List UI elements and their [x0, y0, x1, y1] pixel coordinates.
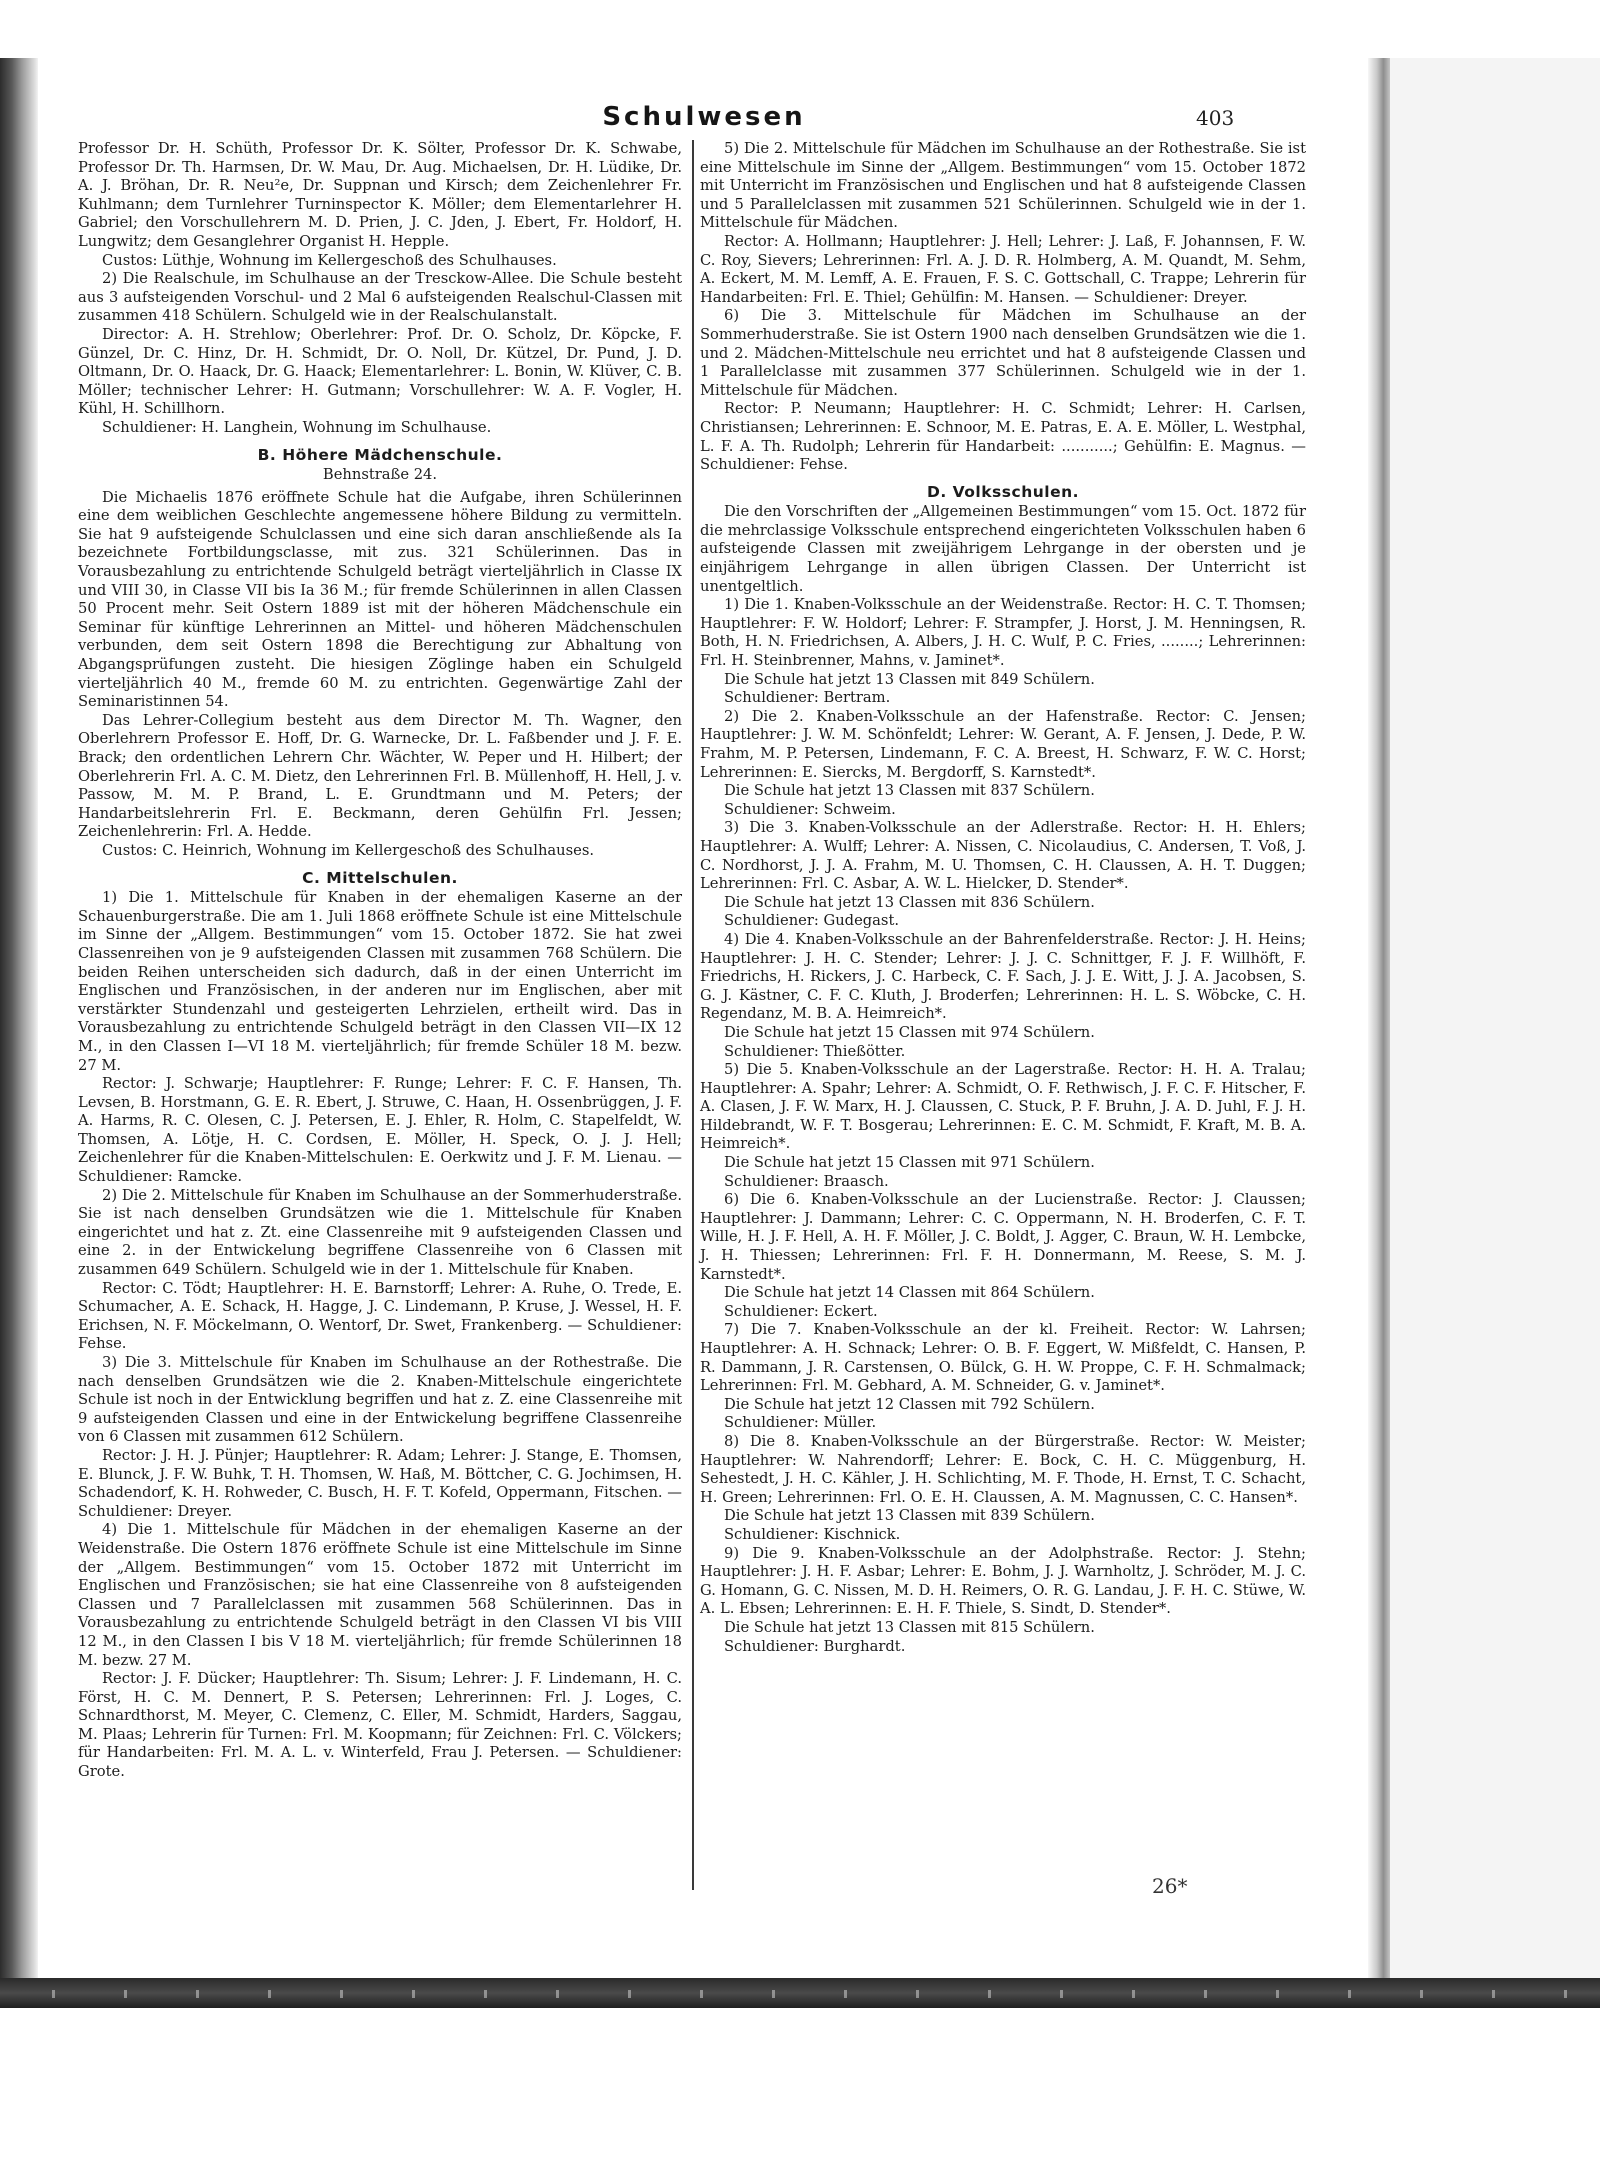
scan-right-margin: [1390, 58, 1600, 1978]
paragraph: 7) Die 7. Knaben-Volksschule an der kl. Freiheit. Rector: W. Lahrsen; Hauptlehrer: A. H. Schnack; Lehrer: O. B. F. Eggert, W. Mißfeldt, C. Hansen, P. R. Dammann, J. R. Carstensen, O. Bülck, G. H. W. Proppe, C. F. H. Schmalmack; Lehrerinnen: Frl. M. Gebhard, A. M. Schneider, G. v. Jaminet*.: [700, 1321, 1306, 1395]
paragraph: Die Schule hat jetzt 12 Classen mit 792 Schülern.: [724, 1395, 1095, 1413]
paragraph: 3) Die 3. Knaben-Volksschule an der Adlerstraße. Rector: H. H. Ehlers; Hauptlehrer: A. Wulff; Lehrer: A. Nissen, C. Nicolaudius, C. Andersen, T. Voß, J. C. Nordhorst, J. J. A. Frahm, M. U. Thomsen, C. H. Claussen, A. H. T. Duggen; Lehrerinnen: Frl. C. Asbar, A. W. L. Hielcker, D. Stender*.: [700, 819, 1306, 893]
paragraph: Professor Dr. H. Schüth, Professor Dr. K. Sölter, Professor Dr. K. Schwabe, Professor Dr. Th. Harmsen, Dr. W. Mau, Dr. Aug. Michaelsen, Dr. H. Lüdike, Dr. A. J. Bröhan, Dr. R. Neu²e, Dr. Suppnan und Kirsch; dem Zeichenlehrer Fr. Kuhlmann; dem Turnlehrer Turninspector K. Möller; dem Elementarlehrer H. Gabriel; den Vorschullehrern M. D. Prien, J. C. Jden, J. Ebert, Fr. Holdorf, H. Lungwitz; dem Gesanglehrer Organist H. Hepple.: [78, 140, 682, 250]
paragraph: Das Lehrer-Collegium besteht aus dem Director M. Th. Wagner, den Oberlehrern Professor E. Hoff, Dr. G. Warnecke, Dr. L. Faßbender und J. F. E. Brack; den ordentlichen Lehrern Chr. Wächter, W. Peper und H. Hilbert; der Oberlehrerin Frl. A. C. M. Dietz, den Lehrerinnen Frl. B. Müllenhoff, H. Hell, J. v. Passow, M. M. P. Brand, L. E. Grundtmann und M. Peters; der Handarbeitslehrerin Frl. E. Beckmann, deren Gehülfin Frl. Jessen; Zeichenlehrerin: Frl. A. Hedde.: [78, 711, 682, 841]
paragraph: 5) Die 2. Mittelschule für Mädchen im Schulhause an der Rothestraße. Sie ist eine Mittelschule im Sinne der „Allgem. Bestimmungen“ vom 15. October 1872 mit Unterricht im Französischen und Englischen und hat 8 aufsteigende Classen und 5 Parallelclassen mit zusammen 521 Schülerinnen. Schulgeld wie in der 1. Mittelschule für Mädchen.: [700, 140, 1306, 232]
paragraph: 6) Die 6. Knaben-Volksschule an der Lucienstraße. Rector: J. Claussen; Hauptlehrer: J. Dammann; Lehrer: C. C. Oppermann, N. H. Broderfen, C. F. T. Wille, H. J. F. Hell, A. H. F. Möller, J. C. Boldt, J. Agger, C. Braun, W. H. Lembcke, J. H. Thiessen; Lehrerinnen: Frl. F. H. Donnermann, M. Reese, S. M. J. Karnstedt*.: [700, 1191, 1306, 1283]
paragraph: 8) Die 8. Knaben-Volksschule an der Bürgerstraße. Rector: W. Meister; Hauptlehrer: W. Nahrendorff; Lehrer: E. Bock, C. H. C. Müggenburg, H. Sehestedt, J. H. C. Kähler, J. H. Schlichting, M. F. Thode, H. Ernst, T. C. Schacht, H. Green; Lehrerinnen: Frl. O. E. H. Claussen, A. M. Magnussen, C. C. Hansen*.: [700, 1432, 1306, 1506]
paragraph: 6) Die 3. Mittelschule für Mädchen im Schulhause an der Sommerhuderstraße. Sie ist Ostern 1900 nach denselben Grundsätzen wie die 1. und 2. Mädchen-Mittelschule neu errichtet und hat 8 aufsteigende Classen und 1 Parallelclasse mit zusammen 377 Schülerinnen. Schulgeld wie in der 1. Mittelschule für Mädchen.: [700, 307, 1306, 399]
paragraph: Schuldiener: Kischnick.: [724, 1525, 901, 1543]
book-gutter-shadow: [0, 58, 38, 1978]
paragraph: Rector: C. Tödt; Hauptlehrer: H. E. Barnstorff; Lehrer: A. Ruhe, O. Trede, E. Schumacher, A. E. Schack, H. Hagge, J. C. Lindemann, P. Kruse, J. Wessel, H. F. Erichsen, N. F. Möckelmann, O. Wentorf, Dr. Swet, Frankenberg. — Schuldiener: Fehse.: [78, 1279, 682, 1353]
paragraph: Schuldiener: Thießötter.: [724, 1042, 906, 1060]
column-divider: [692, 140, 694, 1890]
paragraph: Die Schule hat jetzt 13 Classen mit 815 Schülern.: [724, 1618, 1095, 1636]
paragraph: Custos: Lüthje, Wohnung im Kellergeschoß des Schulhauses.: [102, 251, 557, 269]
scan-ruler-ticks: [0, 1990, 1600, 1998]
left-text-column: [78, 140, 682, 1782]
paragraph: 1) Die 1. Knaben-Volksschule an der Weidenstraße. Rector: H. C. T. Thomsen; Hauptlehrer: F. W. Holdorf; Lehrer: F. Strampfer, J. Horst, J. M. Henningsen, R. Both, H. N. Friedrichsen, A. Albers, J. H. C. Wulf, P. C. Fries, ........; Lehrerinnen: Frl. H. Steinbrenner, Mahns, v. Jaminet*.: [700, 596, 1306, 670]
right-text-column: [700, 140, 1306, 1656]
paragraph: Die Schule hat jetzt 13 Classen mit 849 Schülern.: [724, 670, 1095, 688]
section-heading: D. Volksschulen.: [926, 482, 1080, 501]
paragraph: 2) Die Realschule, im Schulhause an der Tresckow-Allee. Die Schule besteht aus 3 aufsteigenden Vorschul- und 2 Mal 6 aufsteigenden Realschul-Classen mit zusammen 418 Schülern. Schulgeld wie in der Realschulanstalt.: [78, 270, 682, 325]
paragraph: Rector: J. F. Dücker; Hauptlehrer: Th. Sisum; Lehrer: J. F. Lindemann, H. C. Först, H. C. M. Dennert, P. S. Petersen; Lehrerinnen: Frl. J. Loges, C. Schnardthorst, M. Meyer, C. Clemenz, C. Eller, M. Schmidt, Harders, Saggau, M. Plaas; Lehrerin für Turnen: Frl. M. Koopmann; für Zeichnen: Frl. C. Völckers; für Handarbeiten: Frl. M. A. L. v. Winterfeld, Frau J. Petersen. — Schuldiener: Grote.: [78, 1670, 682, 1781]
paragraph: Die Schule hat jetzt 15 Classen mit 971 Schülern.: [724, 1154, 1095, 1172]
paragraph: 4) Die 1. Mittelschule für Mädchen in der ehemaligen Kaserne an der Weidenstraße. Die Ostern 1876 eröffnete Schule ist eine Mittelschule im Sinne der „Allgem. Bestimmungen“ vom 15. October 1872 mit Unterricht im Englischen und Französischen; sie hat eine Classenreihe von 8 aufsteigenden Classen und 7 Parallelclassen mit zusammen 568 Schülerinnen. Das in Vorausbezahlung zu entrichtende Schulgeld beträgt in den Classen VI bis VIII 12 M., in den Classen I bis V 18 M. vierteljährlich; für fremde Schülerinnen 18 M. bezw. 27 M.: [78, 1521, 682, 1669]
book-page: [40, 58, 1368, 1978]
page-edge-shadow: [1368, 58, 1390, 1978]
paragraph: Schuldiener: Bertram.: [724, 689, 891, 707]
paragraph: Rector: J. H. J. Pünjer; Hauptlehrer: R. Adam; Lehrer: J. Stange, E. Thomsen, E. Blunck, J. F. W. Buhk, T. H. Thomsen, W. Haß, M. Böttcher, C. G. Jochimsen, H. Schadendorf, K. H. Rohweder, C. Busch, H. F. T. Kofeld, Oppermann, Fitschen. — Schuldiener: Dreyer.: [78, 1446, 682, 1520]
section-heading: C. Mittelschulen.: [302, 868, 458, 887]
sheet-signature: 26*: [1152, 1874, 1188, 1898]
paragraph: Rector: P. Neumann; Hauptlehrer: H. C. Schmidt; Lehrer: H. Carlsen, Christiansen; Lehrerinnen: E. Schnoor, M. E. Patras, E. A. E. Möller, L. Westphal, L. F. A. Th. Rudolph; Lehrerin für Handarbeit: ...........; Gehülfin: E. Magnus. — Schuldiener: Fehse.: [700, 400, 1306, 474]
paragraph: Custos: C. Heinrich, Wohnung im Kellergeschoß des Schulhauses.: [102, 841, 595, 859]
section-subheading: Behnstraße 24.: [322, 466, 438, 484]
paragraph: 5) Die 5. Knaben-Volksschule an der Lagerstraße. Rector: H. H. A. Tralau; Hauptlehrer: A. Spahr; Lehrer: A. Schmidt, O. F. Rethwisch, J. F. C. F. Hitscher, F. A. Clasen, J. F. W. Marx, H. J. Claussen, C. Stuck, P. F. Bruhn, J. A. D. Juhl, F. J. H. Hildebrandt, W. F. T. Bosgerau; Lehrerinnen: E. C. M. Schmidt, F. Kraft, M. B. A. Heimreich*.: [700, 1061, 1306, 1153]
paragraph: 4) Die 4. Knaben-Volksschule an der Bahrenfelderstraße. Rector: J. H. Heins; Hauptlehrer: J. H. C. Stender; Lehrer: J. J. C. Schnittger, F. J. F. Willhöft, F. Friedrichs, H. Rickers, J. C. Harbeck, C. F. Sach, J. J. E. Witt, J. J. A. Jacobsen, S. G. J. Kästner, C. F. C. Kluth, J. Broderfen; Lehrerinnen: H. L. S. Wöbcke, C. H. Regendanz, M. B. A. Heimreich*.: [700, 930, 1306, 1023]
paragraph: Die den Vorschriften der „Allgemeinen Bestimmungen“ vom 15. Oct. 1872 für die mehrclassige Volksschule entsprechend eingerichteten Volksschulen haben 6 aufsteigende Classen mit zweijährigem Lehrgange in der obersten und je einjährigem Lehrgange in allen übrigen Classen. Der Unterricht ist unentgeltlich.: [700, 503, 1306, 595]
paragraph: Schuldiener: Müller.: [724, 1414, 877, 1432]
paragraph: 9) Die 9. Knaben-Volksschule an der Adolphstraße. Rector: J. Stehn; Hauptlehrer: J. H. F. Asbar; Lehrer: E. Bohm, J. J. Warnholtz, J. Schröder, M. J. C. G. Homann, G. C. Nissen, M. D. H. Reimers, O. R. G. Landau, J. F. H. C. Stüwe, W. A. L. Ebsen; Lehrerinnen: E. H. F. Thiele, S. Sindt, D. Stender*.: [700, 1544, 1306, 1618]
paragraph: 2) Die 2. Mittelschule für Knaben im Schulhause an der Sommerhuderstraße. Sie ist nach denselben Grundsätzen wie die 1. Mittelschule für Knaben eingerichtet und hat z. Zt. eine Classenreihe mit 9 aufsteigenden Classen und eine 2. in der Entwickelung begriffene Classenreihe von 6 Classen mit zusammen 649 Schülern. Schulgeld wie in der 1. Mittelschule für Knaben.: [78, 1186, 682, 1279]
paragraph: Die Schule hat jetzt 13 Classen mit 839 Schülern.: [724, 1507, 1095, 1525]
paragraph: Schuldiener: Burghardt.: [724, 1637, 906, 1655]
paragraph: 3) Die 3. Mittelschule für Knaben im Schulhause an der Rothestraße. Die nach denselben Grundsätzen wie die 2. Knaben-Mittelschule eingerichtete Schule ist noch in der Entwicklung begriffen und hat z. Z. eine Classenreihe mit 9 aufsteigenden Classen und eine in der Entwickelung begriffene Classenreihe von 6 Classen mit zusammen 612 Schülern.: [78, 1354, 682, 1446]
paragraph: Die Schule hat jetzt 13 Classen mit 836 Schülern.: [724, 893, 1095, 911]
paragraph: Die Michaelis 1876 eröffnete Schule hat die Aufgabe, ihren Schülerinnen eine dem weiblichen Geschlechte angemessene höhere Bildung zu vermitteln. Sie hat 9 aufsteigende Schulclassen und eine sich daran anschließende als Ia bezeichnete Fortbildungsclasse, mit zus. 321 Schülerinnen. Das in Vorausbezahlung zu entrichtende Schulgeld beträgt vierteljährlich in Classe IX und VIII 30, in Classe VII bis Ia 36 M.; für fremde Schülerinnen in allen Classen 50 Procent mehr. Seit Ostern 1889 ist mit der höheren Mädchenschule ein Seminar für künftige Lehrerinnen an Mittel- und höheren Mädchenschulen verbunden, dem seit Ostern 1898 die Berechtigung zur Abhaltung von Abgangsprüfungen zusteht. Die hiesigen Zöglinge haben ein Schulgeld vierteljährlich 40 M., fremde 60 M. zu entrichten. Gegenwärtige Zahl der Seminaristinnen 54.: [78, 488, 682, 711]
paragraph: Schuldiener: Braasch.: [724, 1172, 889, 1190]
page-number: 403: [1196, 106, 1235, 130]
paragraph: Die Schule hat jetzt 13 Classen mit 837 Schülern.: [724, 782, 1095, 800]
scan-top-margin: [0, 0, 1600, 58]
paragraph: Schuldiener: Eckert.: [724, 1302, 878, 1320]
paragraph: 2) Die 2. Knaben-Volksschule an der Hafenstraße. Rector: C. Jensen; Hauptlehrer: J. W. M. Schönfeldt; Lehrer: W. Gerant, A. F. Jensen, J. Dede, P. W. Frahm, M. P. Petersen, Lindemann, F. C. A. Breest, H. Schwarz, F. W. C. Horst; Lehrerinnen: E. Siercks, M. Bergdorff, S. Karnstedt*.: [700, 707, 1306, 781]
paragraph: Director: A. H. Strehlow; Oberlehrer: Prof. Dr. O. Scholz, Dr. Köpcke, F. Günzel, Dr. C. Hinz, Dr. H. Schmidt, Dr. O. Noll, Dr. Kützel, Dr. Pund, J. D. Oltmann, Dr. O. Haack, Dr. G. Haack; Elementarlehrer: L. Bonin, W. Klüver, C. B. Möller; technischer Lehrer: H. Gutmann; Vorschullehrer: W. A. F. Vogler, H. Kühl, H. Schillhorn.: [78, 325, 682, 418]
paragraph: Rector: J. Schwarje; Hauptlehrer: F. Runge; Lehrer: F. C. F. Hansen, Th. Levsen, B. Horstmann, G. E. R. Ebert, J. Struwe, C. Haan, H. Ossenbrüggen, J. F. A. Harms, R. C. Olesen, C. J. Petersen, E. J. Ehler, R. Holm, C. Stapelfeldt, W. Thomsen, A. Lötje, H. C. Cordsen, E. Möller, H. Speck, O. J. J. Hell; Zeichenlehrer für die Knaben-Mittelschulen: E. Oerkwitz und J. F. M. Lienau. — Schuldiener: Ramcke.: [78, 1075, 682, 1186]
paragraph: 1) Die 1. Mittelschule für Knaben in der ehemaligen Kaserne an der Schauenburgerstraße. Die am 1. Juli 1868 eröffnete Schule ist eine Mittelschule im Sinne der „Allgem. Bestimmungen“ vom 15. October 1872. Sie hat zwei Classenreihen von je 9 aufsteigenden Classen mit zusammen 768 Schülern. Die beiden Reihen unterscheiden sich dadurch, daß in der einen Unterricht im Englischen und Französischen, in der anderen nur im Englischen, aber mit verstärkter Stundenzahl und gesteigerten Lehrzielen, ertheilt wird. Das in Vorausbezahlung zu entrichtende Schulgeld beträgt in den Classen VII—IX 12 M., in den Classen I—VI 18 M. vierteljährlich; für fremde Schüler 18 M. bezw. 27 M.: [78, 889, 682, 1074]
paragraph: Die Schule hat jetzt 14 Classen mit 864 Schülern.: [724, 1284, 1095, 1302]
paragraph: Schuldiener: Gudegast.: [724, 912, 900, 930]
section-heading: B. Höhere Mädchenschule.: [257, 445, 503, 464]
paragraph: Schuldiener: H. Langhein, Wohnung im Schulhause.: [102, 418, 492, 436]
running-title: Schulwesen: [602, 102, 806, 132]
paragraph: Die Schule hat jetzt 15 Classen mit 974 Schülern.: [724, 1023, 1095, 1041]
paragraph: Rector: A. Hollmann; Hauptlehrer: J. Hell; Lehrer: J. Laß, F. Johannsen, F. W. C. Roy, Sievers; Lehrerinnen: Frl. A. J. D. R. Holmberg, A. M. Quandt, M. Sehm, A. Eckert, M. M. Lemff, A. E. Frauen, F. S. C. Gottschall, C. Trappe; Lehrerin für Handarbeiten: Frl. E. Thiel; Gehülfin: M. Hansen. — Schuldiener: Dreyer.: [700, 232, 1306, 306]
paragraph: Schuldiener: Schweim.: [724, 800, 896, 818]
